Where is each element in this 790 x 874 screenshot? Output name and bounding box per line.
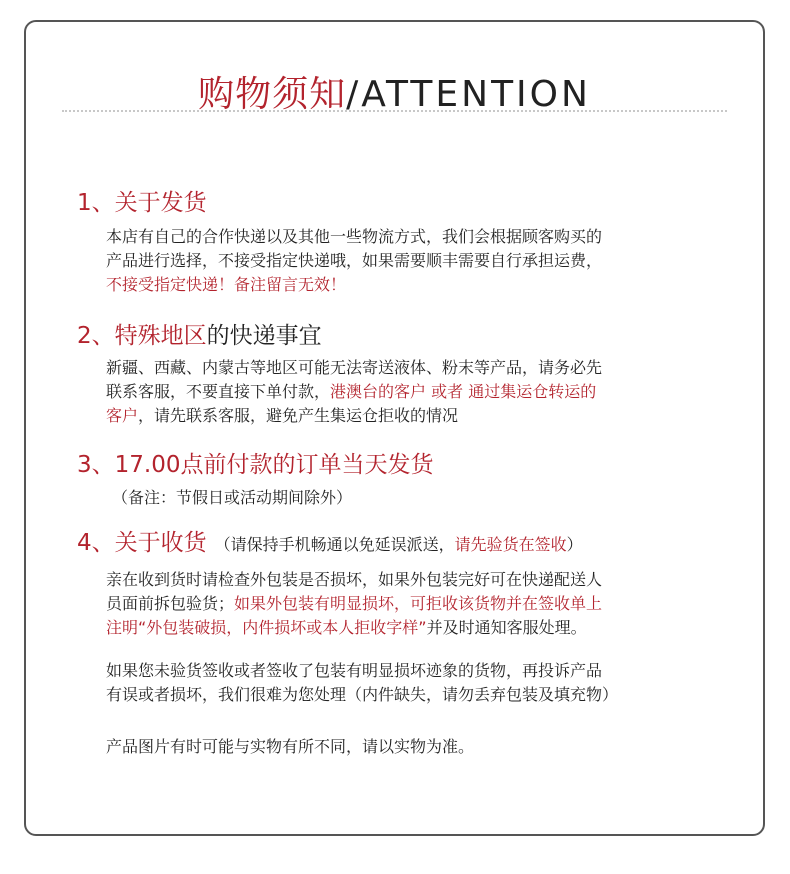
section-4-p1-line-3-plain: 并及时通知客服处理。 — [426, 618, 587, 637]
title-chinese: 购物须知 — [198, 74, 347, 115]
section-2-line-3-red: 客户 — [106, 406, 139, 425]
section-2-heading-dark: 的快递事宜 — [206, 323, 322, 349]
section-2-line-1: 新疆、西藏、内蒙古等地区可能无法寄送液体、粉末等产品，请务必先 — [106, 358, 603, 377]
section-4-heading-note — [215, 535, 583, 554]
section-1-line-2: 产品进行选择，不接受指定快递哦，如果需要顺丰需要自行承担运费， — [106, 251, 603, 270]
section-2-line-3 — [106, 404, 746, 428]
section-2-line-2-plain: 联系客服，不要直接下单付款， — [106, 382, 331, 401]
section-2-heading-red: 2、特殊地区 — [77, 323, 207, 349]
section-4-note-end: ） — [566, 535, 583, 554]
section-3-note: （备注：节假日或活动期间除外） — [112, 488, 353, 507]
section-1-line-1: 本店有自己的合作快递以及其他一些物流方式，我们会根据顾客购买的 — [106, 227, 603, 246]
section-2-body — [106, 356, 746, 428]
section-1-heading: 1、关于发货 — [77, 190, 207, 216]
title-english: /ATTENTION — [346, 74, 591, 115]
section-4-paragraph-2 — [106, 659, 746, 707]
section-4-heading-title: 4、关于收货 — [77, 530, 207, 556]
section-4-p1-line-3 — [106, 616, 746, 640]
section-4-p1-line-2-red: 如果外包装有明显损坏，可拒收该货物并在签收单上 — [234, 594, 603, 613]
section-1-warning: 不接受指定快递！备注留言无效！ — [106, 275, 347, 294]
section-4-paragraph-3: 产品图片有时可能与实物有所不同，请以实物为准。 — [106, 737, 475, 756]
section-4-p1-line-2 — [106, 592, 746, 616]
section-2-line-3-plain: ，请先联系客服，避免产生集运仓拒收的情况 — [138, 406, 459, 425]
notice-card — [24, 20, 765, 836]
dotted-divider — [62, 110, 727, 112]
section-4-heading — [77, 524, 583, 557]
section-2-heading — [77, 317, 322, 350]
section-1-body — [106, 225, 746, 297]
section-2-line-2-red: 港澳台的客户 或者 通过集运仓转运的 — [330, 382, 597, 401]
section-4-p1-line-1: 亲在收到货时请检查外包装是否损坏，如果外包装完好可在快递配送人 — [106, 570, 603, 589]
section-2-line-2 — [106, 380, 746, 404]
section-4-p1-line-2-plain: 员面前拆包验货； — [106, 594, 235, 613]
section-3-heading: 3、17.00点前付款的订单当天发货 — [77, 452, 434, 478]
section-4-p2-line-1: 如果您未验货签收或者签收了包装有明显损坏迹象的货物，再投诉产品 — [106, 661, 603, 680]
section-4-note-red: 请先验货在签收 — [454, 535, 567, 554]
section-4-note-plain: （请保持手机畅通以免延误派送， — [214, 535, 455, 554]
section-4-paragraph-1 — [106, 568, 746, 640]
section-4-p2-line-2: 有误或者损坏，我们很难为您处理（内件缺失，请勿丢弃包装及填充物） — [106, 685, 619, 704]
section-4-p1-line-3-red: 注明“外包装破损，内件损坏或本人拒收字样” — [106, 618, 427, 637]
